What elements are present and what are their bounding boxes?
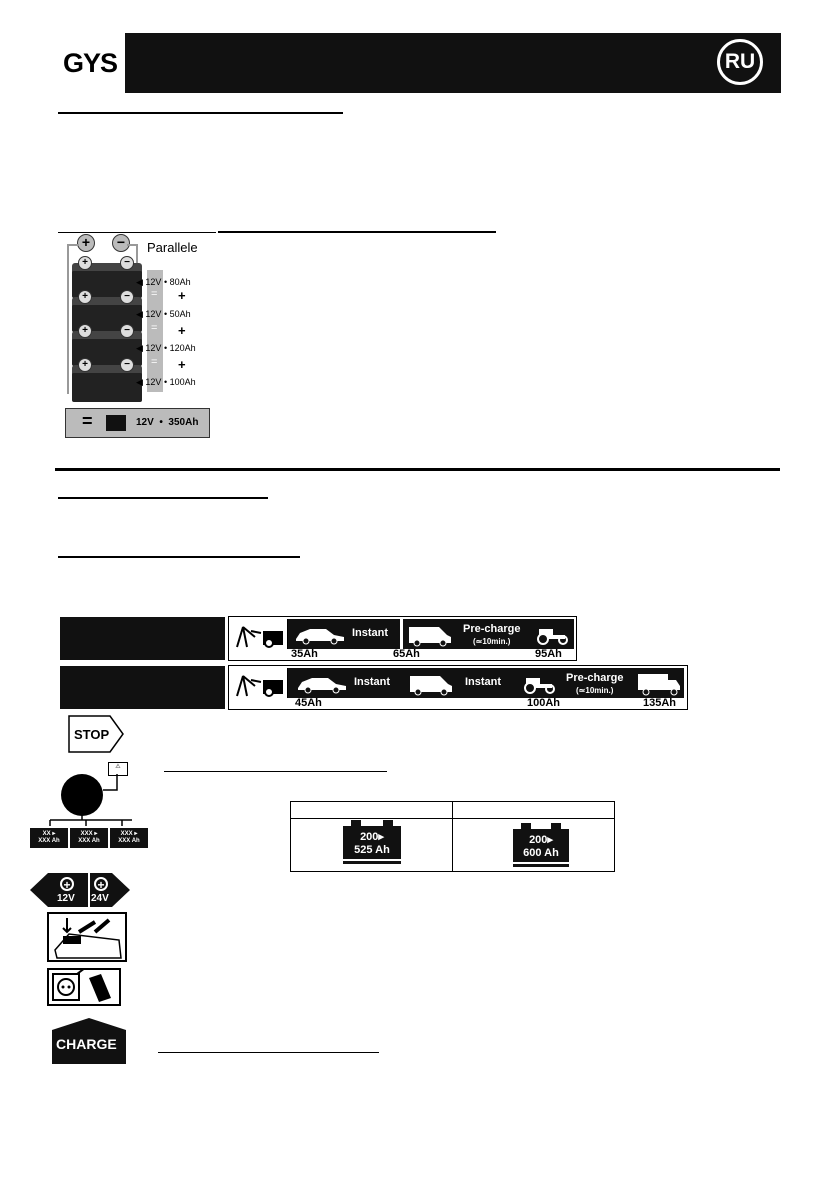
voltage-select-icon: + 12V + 24V (30, 873, 130, 907)
equals-sign: = (151, 356, 158, 368)
subsection-heading-underline (158, 1052, 379, 1053)
result-box (65, 408, 210, 438)
plus-sign: + (178, 357, 186, 372)
battery-icon: + − (72, 304, 142, 332)
ah-value: 65Ah (393, 648, 420, 660)
van-icon (407, 623, 453, 647)
band-label-block (60, 666, 225, 709)
stop-icon: STOP (68, 715, 124, 753)
battery-icon: XXX ▸ XXX Ah (70, 828, 108, 848)
precharge-label: Pre-charge (463, 623, 521, 635)
section-divider (55, 468, 780, 471)
equals-sign: = (82, 411, 93, 431)
plus-terminal-icon: + (60, 877, 74, 891)
battery-capacity-icon: 200▸ 600 Ah (513, 829, 569, 867)
gys-logo: GYS (55, 33, 125, 93)
plus-terminal-icon: + (77, 234, 95, 252)
car-icon (296, 674, 348, 694)
minus-terminal-icon: − (112, 234, 130, 252)
battery-capacity-icon: 200▸ 525 Ah (343, 826, 401, 864)
precharge-label: Pre-charge (566, 672, 624, 684)
battery-icon: + − (72, 338, 142, 366)
instant-segment (288, 619, 400, 649)
subsection-heading-underline (164, 771, 387, 772)
battery-spec: ◀ 12V • 100Ah (136, 377, 196, 387)
plus-sign: + (178, 323, 186, 338)
charge-band-1 (228, 616, 577, 661)
section-heading-underline (58, 497, 268, 499)
multi-battery-tree-icon (28, 762, 150, 847)
diagram-title: Parallele (147, 240, 198, 255)
battery-icon: XXX ▸ XXX Ah (110, 828, 148, 848)
charge-icon: CHARGE (52, 1018, 126, 1064)
battery-spec: ◀ 12V • 80Ah (136, 277, 191, 287)
instant-label: Instant (352, 627, 389, 639)
jumper-icon (231, 668, 288, 698)
plus-sign: + (178, 288, 186, 303)
section-heading-underline (58, 556, 300, 558)
car-icon (294, 625, 346, 645)
equals-sign: = (151, 322, 158, 334)
precharge-time: (≃10min.) (473, 637, 511, 646)
equals-sign: = (151, 288, 158, 300)
battery-spec: ◀ 12V • 120Ah (136, 343, 196, 353)
wire (67, 244, 79, 246)
precharge-segment (403, 619, 574, 649)
wire (67, 244, 69, 394)
section-heading-underline (58, 112, 343, 114)
parallel-diagram (55, 232, 215, 442)
precharge-time: (≃10min.) (576, 686, 614, 695)
wire (127, 244, 137, 246)
ah-value: 95Ah (535, 648, 562, 660)
instant-segment (288, 668, 684, 698)
subsection-heading-underline (218, 231, 496, 233)
capacity-table (290, 801, 615, 872)
charger-icon: ⚠ (108, 762, 128, 776)
table-divider (452, 802, 453, 871)
battery-icon: + − (72, 270, 142, 298)
battery-icon: XX ▸ XXX Ah (30, 828, 68, 848)
tractor-icon (533, 625, 571, 645)
clamp-connect-icon (47, 912, 127, 962)
ah-value: 100Ah (527, 697, 561, 709)
instant-label: Instant (354, 676, 391, 688)
instant-label: Instant (465, 676, 502, 688)
battery-icon (106, 415, 126, 431)
jumper-icon (231, 619, 288, 649)
van-icon (408, 672, 454, 696)
ah-value: 35Ah (291, 648, 318, 660)
truck-icon (636, 672, 682, 696)
result-value: 12V • 350Ah (136, 417, 199, 428)
plus-terminal-icon: + (94, 877, 108, 891)
header-bar (55, 33, 781, 93)
tractor-icon (520, 674, 558, 694)
language-badge: RU (717, 39, 763, 85)
mains-plug-icon (47, 968, 121, 1006)
battery-spec: ◀ 12V • 50Ah (136, 309, 191, 319)
charge-band-2 (228, 665, 688, 710)
band-label-block (60, 617, 225, 660)
ah-value: 135Ah (643, 697, 677, 709)
ah-value: 45Ah (295, 697, 322, 709)
battery-icon: + − (72, 372, 142, 402)
